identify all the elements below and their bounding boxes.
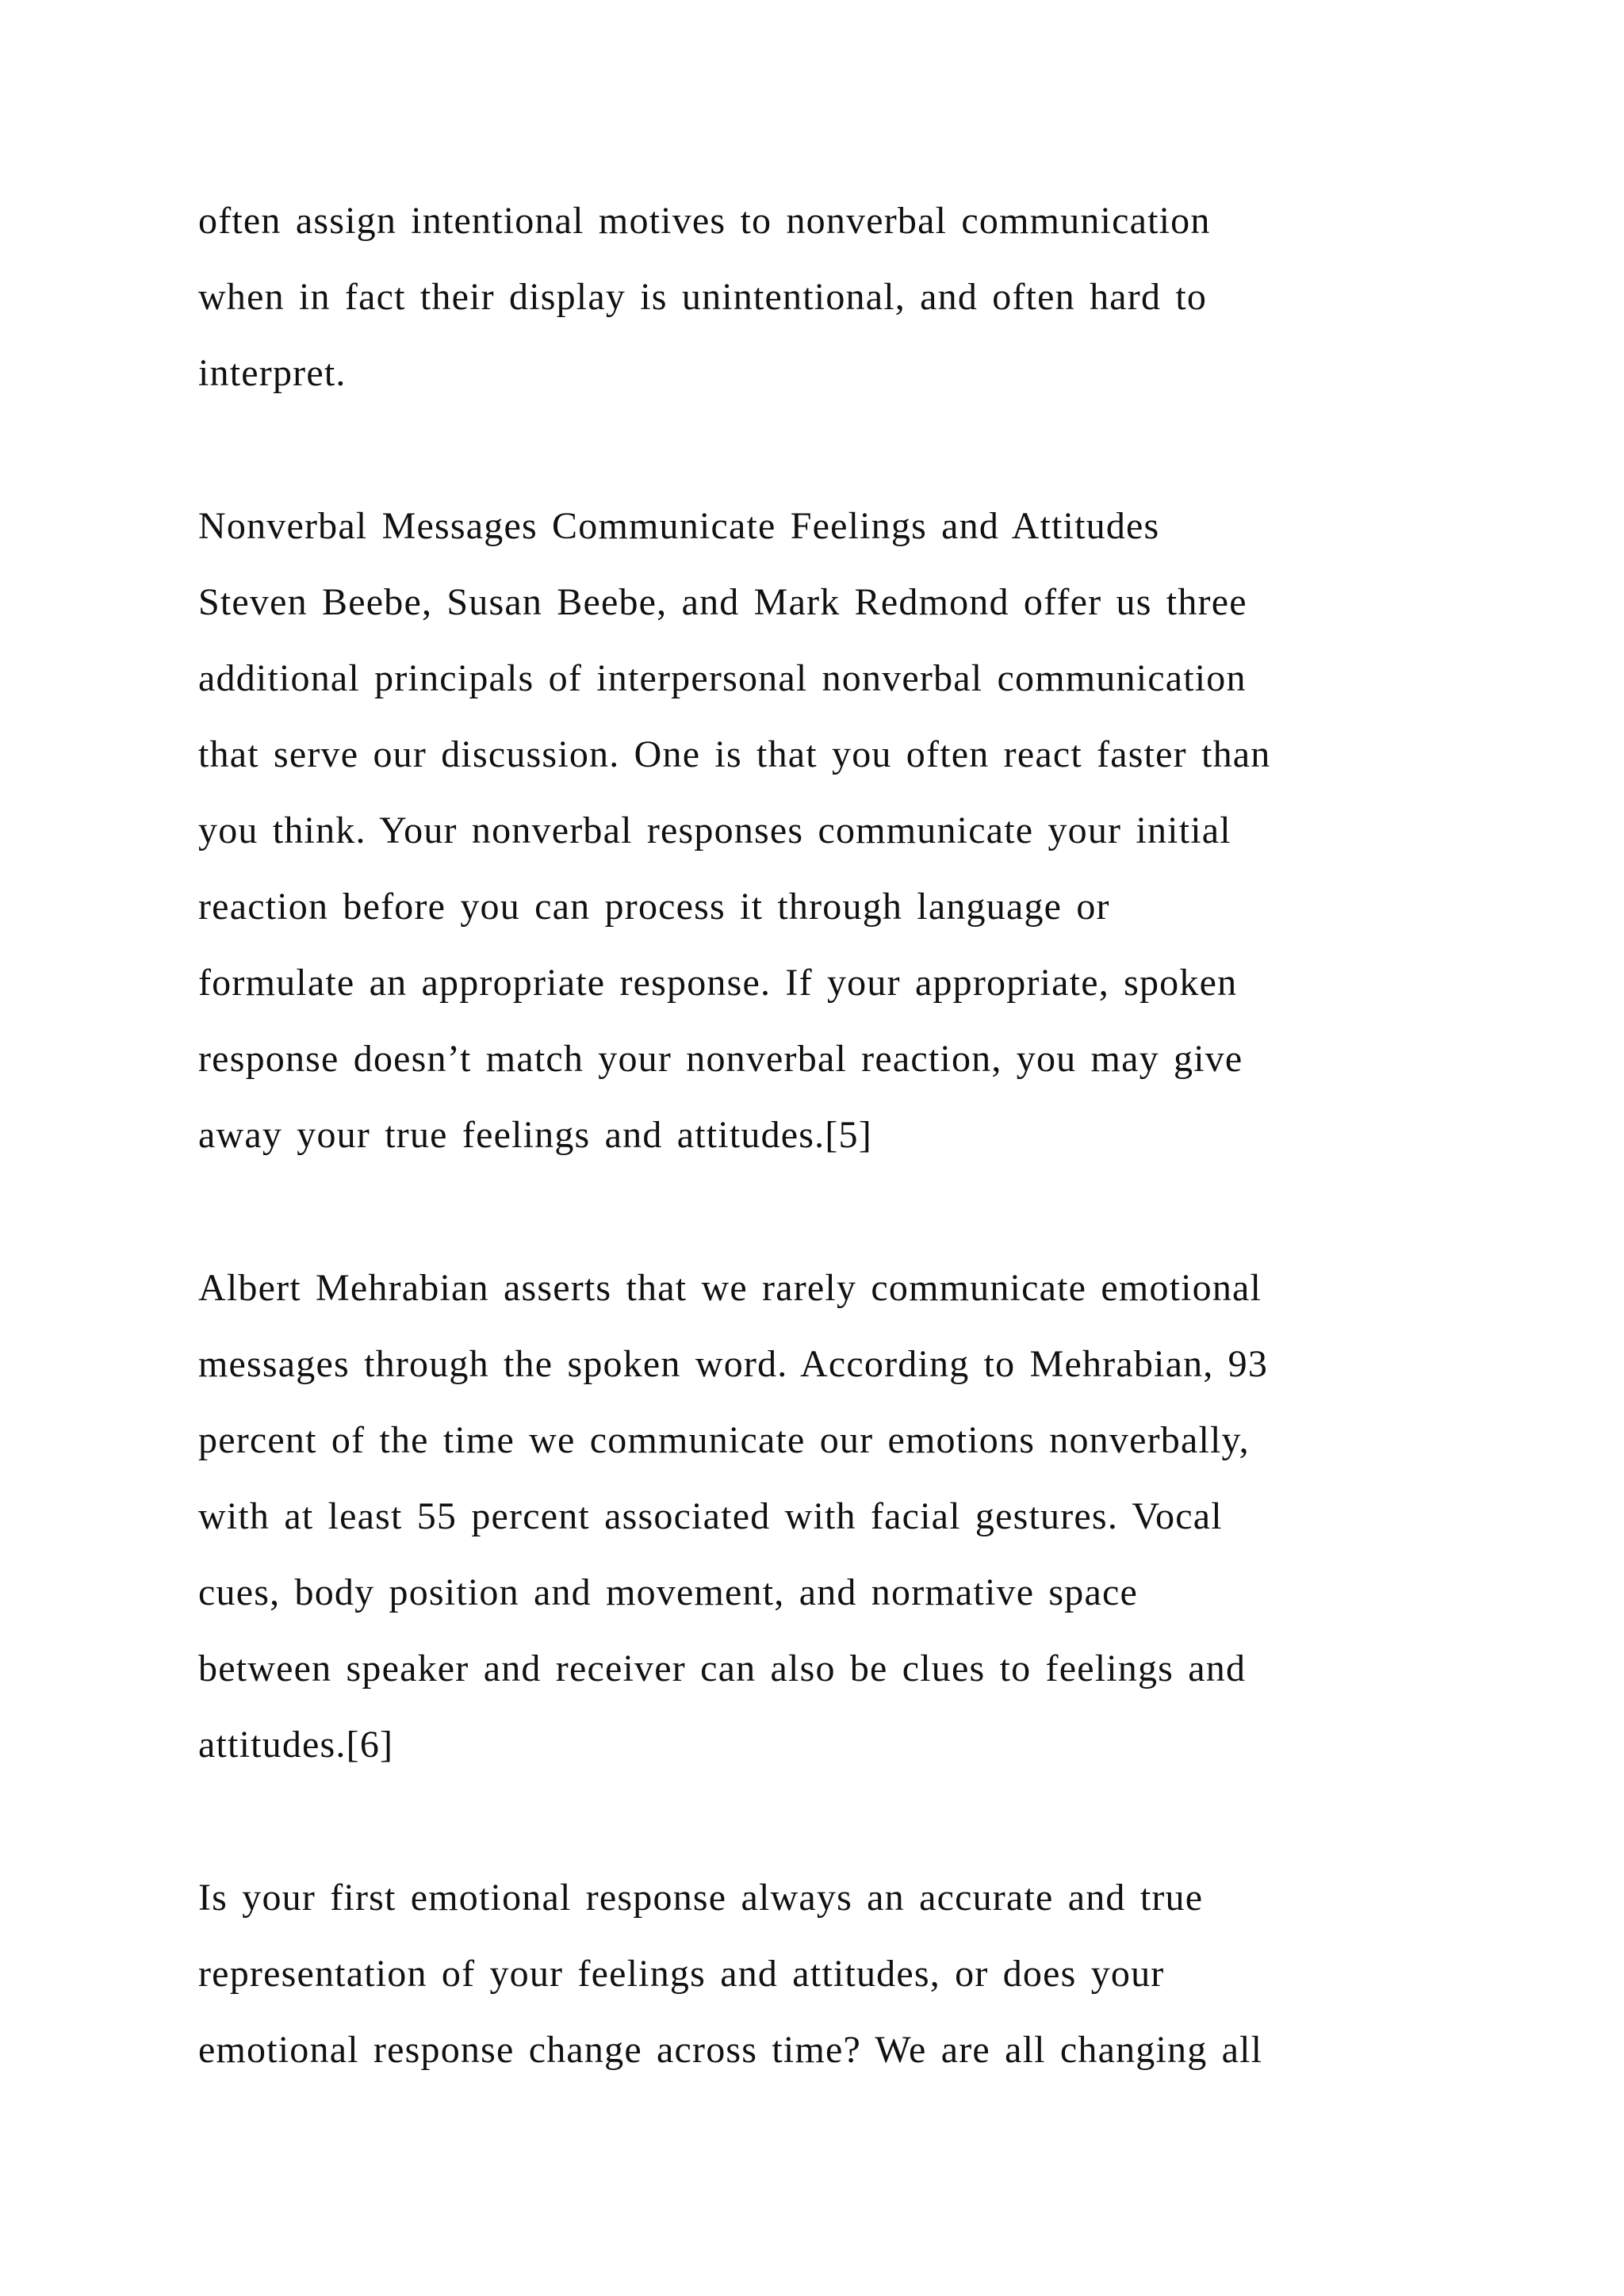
text-line: emotional response change across time? We are all changing all xyxy=(198,2029,1263,2071)
text-line: formulate an appropriate response. If your appropriate, spoken xyxy=(198,962,1238,1004)
text-line: when in fact their display is unintentional, and often hard to xyxy=(198,276,1208,318)
text-line: often assign intentional motives to nonverbal communication xyxy=(198,200,1211,242)
text-line: cues, body position and movement, and normative space xyxy=(198,1571,1138,1613)
text-line: Is your first emotional response always an accurate and true xyxy=(198,1877,1204,1919)
text-line: messages through the spoken word. According to Mehrabian, 93 xyxy=(198,1343,1269,1385)
text-line: percent of the time we communicate our emotions nonverbally, xyxy=(198,1419,1250,1461)
section-heading: Nonverbal Messages Communicate Feelings and Attitudes xyxy=(198,505,1160,547)
text-line: Albert Mehrabian asserts that we rarely communicate emotional xyxy=(198,1267,1262,1309)
text-line: away your true feelings and attitudes.[5] xyxy=(198,1114,872,1156)
text-line: reaction before you can process it through language or xyxy=(198,886,1110,928)
text-line: with at least 55 percent associated with facial gestures. Vocal xyxy=(198,1495,1223,1537)
text-line: Steven Beebe, Susan Beebe, and Mark Redmond offer us three xyxy=(198,581,1247,623)
text-line: response doesn’t match your nonverbal reaction, you may give xyxy=(198,1038,1243,1080)
text-line: interpret. xyxy=(198,352,347,394)
text-line: between speaker and receiver can also be clues to feelings and xyxy=(198,1647,1247,1689)
text-line: that serve our discussion. One is that you often react faster than xyxy=(198,733,1271,775)
text-line: additional principals of interpersonal nonverbal communication xyxy=(198,657,1247,699)
text-line: representation of your feelings and attitudes, or does your xyxy=(198,1953,1165,1995)
text-line: you think. Your nonverbal responses communicate your initial xyxy=(198,809,1231,851)
text-line: attitudes.[6] xyxy=(198,1724,394,1766)
